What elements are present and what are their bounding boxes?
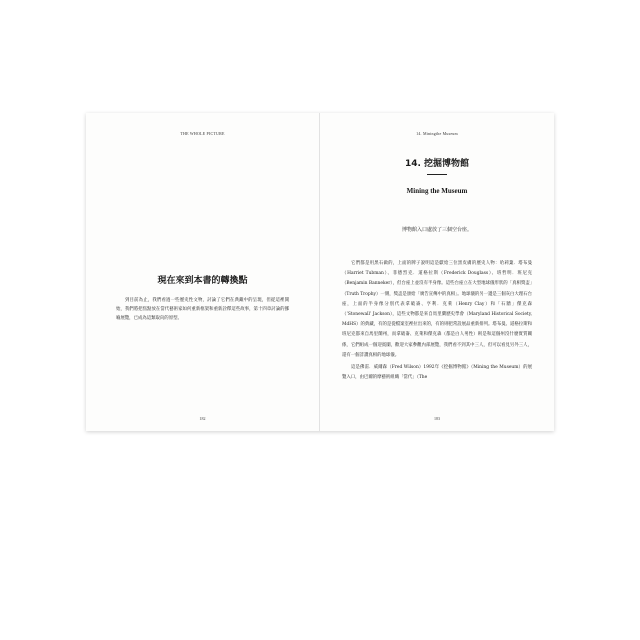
book-spread [86,113,554,431]
right-page [320,113,554,431]
left-body-text: 到目前為止，我們看過一些歷史性文物，討論了它們在典藏中的呈現，但從這裡開始，我們將把焦點放在當代藝術家如何重新框架和重新詮釋這些故事，第十四章討論的挪喻展覽，已成為這類取向的原型。 [116,298,289,321]
running-head-right: 14. Miningthe Museum [416,131,458,136]
title-divider [427,174,447,175]
page-number-left: 182 [199,416,206,421]
running-head-left: THE WHOLE PICTURE [180,131,225,136]
left-page [86,113,320,431]
right-body-text [342,259,532,385]
paragraph: 它們都是用黑石做的，上面的牌子說明這是獻給三位黑皮膚的歷史人物：哈莉葉．塔布曼（Harriet Tubman）、菲德烈克．道格拉斯（Frederick Douglass）、班哲明．班尼克（Benjamin Banneker），但台座上並沒有半身像。這些台座立在大型地球儀形狀的「真相獎盃」（Truth Trophy）一側，獎盃是頒給「廣告宣傳中的真相」。地球儀的另一邊是三個灰白大理石台座，上面的半身像分別代表拿破崙、亨利．克萊（Henry Clay）和「石牆」傑克森（‘Stonewall’ Jackson），這些文物都是來自馬里蘭歷史學會（Maryland Historical Society, MdHS）的典藏，有的是從檔案室裡拉出來的，有的則把常設展品重新排列。塔布曼、道格拉斯和班尼克都來自馬里蘭州，而拿破崙、克萊和傑克森（都是白人男性）則是和這個州沒什麼實質關係，它們組成一個迎賓團，歡迎大家參觀內部展覽，我們看不到其中三人，但可以看見另外三人，還有一個詐讚真相的地球儀。 [342,261,532,358]
chapter-title: 14. 挖掘博物館 [404,159,470,169]
chapter-subtitle: Mining the Museum [406,187,468,195]
epigraph: 博物館入口處放了三個空台座。 [401,227,472,233]
section-title: 現在來到本書的轉換點 [157,276,248,286]
paragraph: 這是佛雷．威爾森（Fred Wilson）1992年《挖掘博物館》（Mining the Museum）的展覽入口，由巴爾的摩藝術組織「當代」（The [342,365,532,381]
page-number-right: 183 [434,416,440,421]
